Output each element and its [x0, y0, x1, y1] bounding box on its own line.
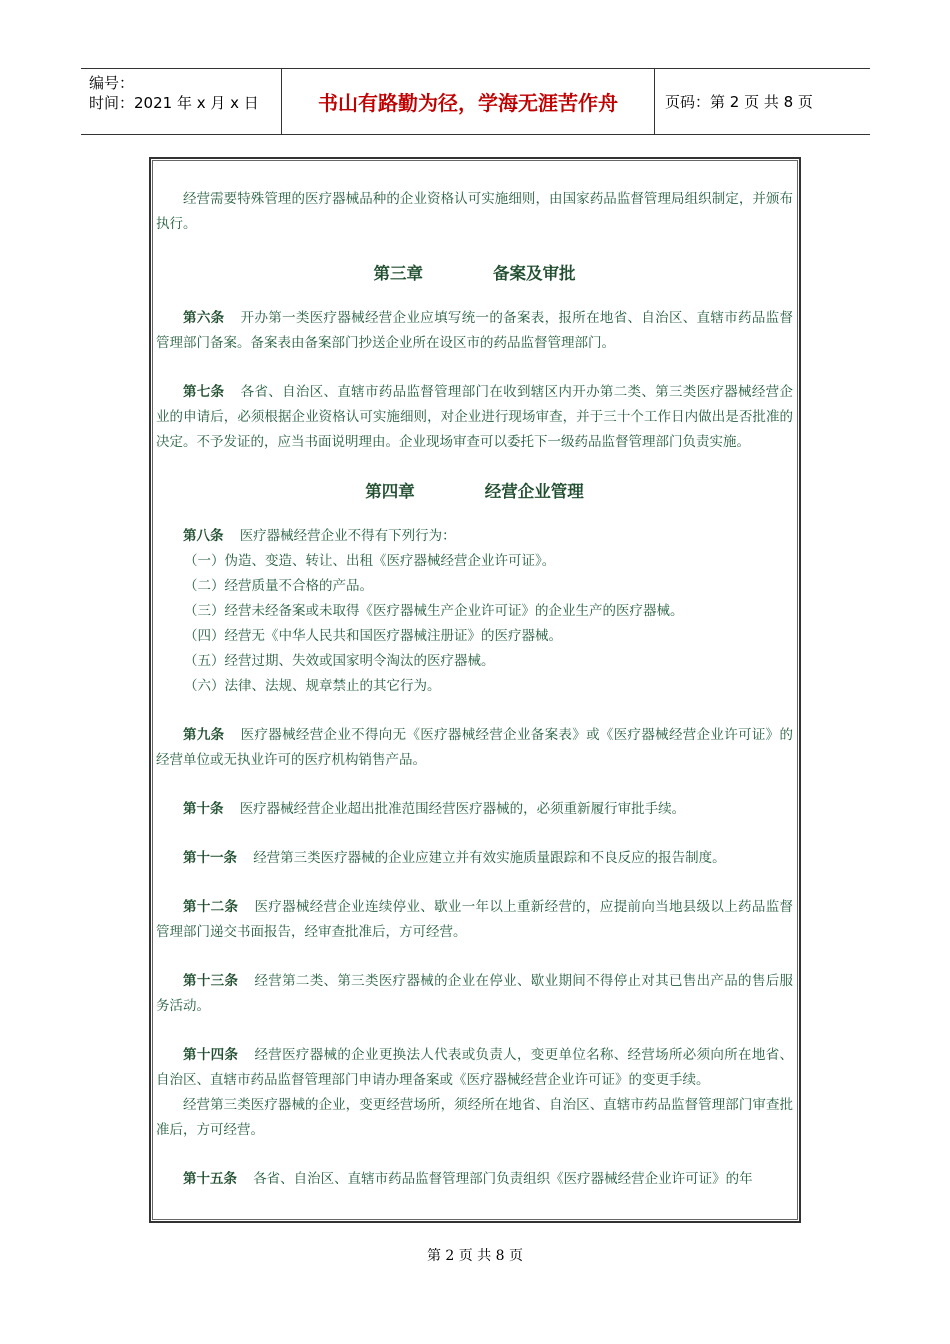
page-footer: 第 2 页 共 8 页 — [426, 1248, 524, 1264]
article-8-item: （二）经营质量不合格的产品。 — [184, 578, 373, 594]
article-8-item: （三）经营未经备案或未取得《医疗器械生产企业许可证》的企业生产的医疗器械。 — [184, 603, 684, 619]
article-12-text: 医疗器械经营企业连续停业、歇业一年以上重新经营的，应提前向当地县级以上药品监督管理部门递交书面报告，经审查批准后，方可经营。 — [156, 899, 794, 940]
article-7-text: 各省、自治区、直辖市药品监督管理部门在收到辖区内开办第二类、第三类医疗器械经营企业的申请后，必须根据企业资格认可实施细则，对企业进行现场审查，并于三十个工作日内做出是否批准的决定。不予发证的，应当书面说明理由。企业现场审查可以委托下一级药品监督管理部门负责实施。 — [156, 384, 794, 450]
header-meta-cell — [81, 69, 282, 134]
article-13-label: 第十三条 — [183, 973, 239, 989]
article-15-label: 第十五条 — [183, 1171, 237, 1187]
article-9-label: 第九条 — [183, 727, 225, 743]
article-14 — [156, 1043, 793, 1093]
article-8 — [156, 524, 793, 549]
chapter-3-number: 第三章 — [373, 264, 423, 283]
document-frame — [149, 157, 801, 1223]
article-11 — [156, 846, 793, 871]
article-12 — [156, 895, 793, 945]
article-8-item: （六）法律、法规、规章禁止的其它行为。 — [184, 678, 441, 694]
chapter-4-title: 经营企业管理 — [484, 482, 584, 501]
article-15-text: 各省、自治区、直辖市药品监督管理部门负责组织《医疗器械经营企业许可证》的年 — [253, 1171, 753, 1187]
article-9 — [156, 723, 793, 773]
article-13-text: 经营第二类、第三类医疗器械的企业在停业、歇业期间不得停止对其已售出产品的售后服务活动。 — [156, 973, 794, 1014]
article-8-item: （四）经营无《中华人民共和国医疗器械注册证》的医疗器械。 — [184, 628, 562, 644]
chapter-3-heading — [156, 261, 793, 286]
header-page-info: 页码：第 2 页 共 8 页 — [665, 93, 813, 111]
article-6-text: 开办第一类医疗器械经营企业应填写统一的备案表，报所在地省、自治区、直辖市药品监督管理部门备案。备案表由备案部门抄送企业所在设区市的药品监督管理部门。 — [156, 310, 794, 351]
article-11-text: 经营第三类医疗器械的企业应建立并有效实施质量跟踪和不良反应的报告制度。 — [253, 850, 726, 866]
chapter-3-title: 备案及审批 — [493, 264, 576, 283]
article-10-label: 第十条 — [183, 801, 224, 817]
document-body — [156, 187, 793, 1216]
header-number-label: 编号： — [89, 74, 135, 92]
article-14-label: 第十四条 — [183, 1047, 239, 1063]
article-7 — [156, 380, 793, 455]
article-15 — [156, 1167, 793, 1192]
article-8-label: 第八条 — [183, 528, 224, 544]
article-9-text: 医疗器械经营企业不得向无《医疗器械经营企业备案表》或《医疗器械经营企业许可证》的经营单位或无执业许可的医疗机构销售产品。 — [156, 727, 794, 768]
article-10-text: 医疗器械经营企业超出批准范围经营医疗器械的，必须重新履行审批手续。 — [239, 801, 686, 817]
article-6 — [156, 306, 793, 356]
article-10 — [156, 797, 793, 822]
page-header — [81, 68, 870, 135]
article-11-label: 第十一条 — [183, 850, 237, 866]
article-14-text: 经营医疗器械的企业更换法人代表或负责人，变更单位名称、经营场所必须向所在地省、自治区、直辖市药品监督管理部门申请办理备案或《医疗器械经营企业许可证》的变更手续。 — [156, 1047, 794, 1088]
article-6-label: 第六条 — [183, 310, 225, 326]
intro-paragraph: 经营需要特殊管理的医疗器械品种的企业资格认可实施细则，由国家药品监督管理局组织制定，并颁布执行。 — [156, 191, 793, 232]
header-time-label: 时间：2021 年 x 月 x 日 — [89, 94, 259, 112]
article-14-paragraph-2: 经营第三类医疗器械的企业，变更经营场所，须经所在地省、自治区、直辖市药品监督管理部门审查批准后，方可经营。 — [156, 1097, 793, 1138]
article-8-item: （一）伪造、变造、转让、出租《医疗器械经营企业许可证》。 — [184, 553, 556, 569]
article-8-item: （五）经营过期、失效或国家明令淘汰的医疗器械。 — [184, 653, 495, 669]
article-8-text: 医疗器械经营企业不得有下列行为： — [239, 528, 456, 544]
chapter-4-number: 第四章 — [365, 482, 415, 501]
article-12-label: 第十二条 — [183, 899, 239, 915]
article-13 — [156, 969, 793, 1019]
chapter-4-heading — [156, 479, 793, 504]
header-motto: 书山有路勤为径，学海无涯苦作舟 — [282, 69, 655, 134]
article-7-label: 第七条 — [183, 384, 225, 400]
